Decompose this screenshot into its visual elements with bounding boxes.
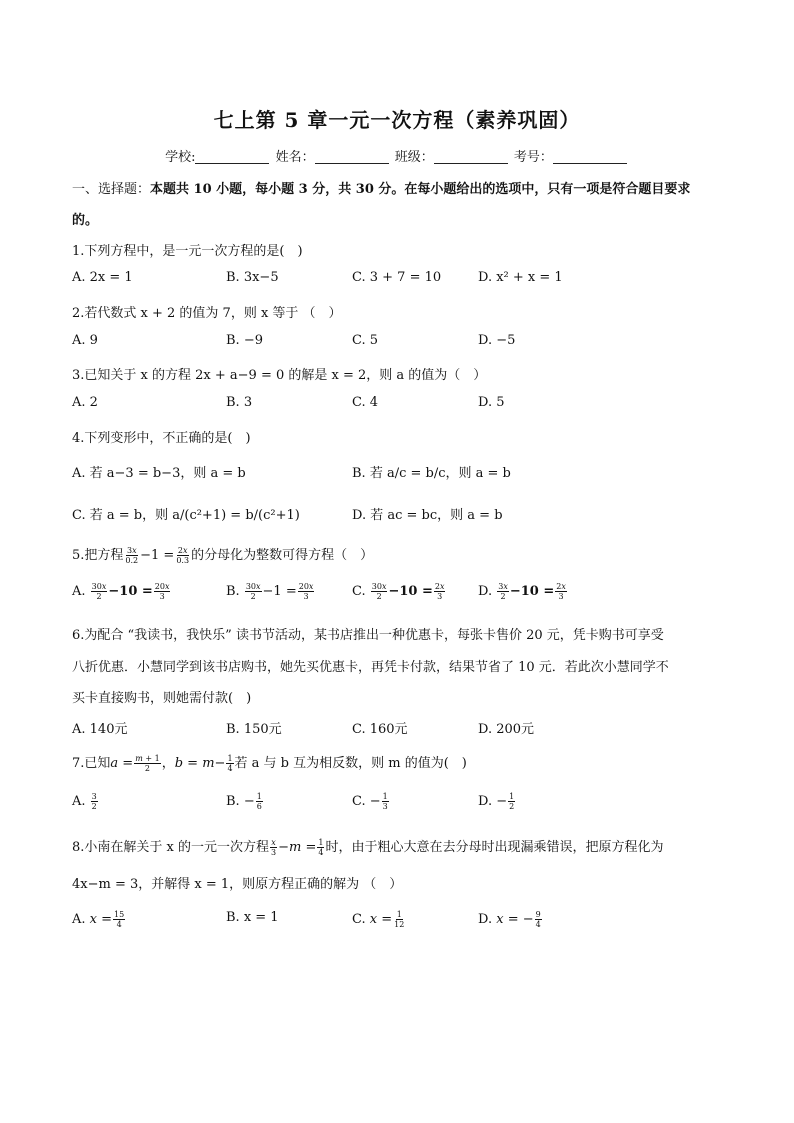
- q8-stem-suffix: 时，由于粗心大意在去分母时出现漏乘错误，把原方程化为: [325, 840, 664, 855]
- q6-option-a[interactable]: A. 140元: [72, 722, 128, 737]
- q3-option-c[interactable]: C. 4: [352, 395, 379, 410]
- school-blank[interactable]: [195, 149, 269, 164]
- q4-option-a[interactable]: A. 若 a−3 = b−3，则 a = b: [72, 466, 246, 481]
- q4-option-b[interactable]: B. 若 a/c = b/c，则 a = b: [352, 466, 511, 481]
- question-8-stem-line1: 8.小南在解关于 x 的一元一次方程 $\frac{x}{3}$ −m = $\frac{1}{4}$ 时，由于粗心大意在去分母时出现漏乘错误，把原方程化为: [72, 838, 664, 857]
- q7-option-c[interactable]: C. − $\frac{1}{3}$: [352, 792, 388, 811]
- student-info-line: [0, 146, 794, 165]
- name-blank[interactable]: [315, 149, 389, 164]
- q5-option-d[interactable]: D. $\frac{3x}{2}$ −10 = $\frac{2x}{3}$: [478, 582, 566, 601]
- section-prefix: 一、选择题：: [72, 182, 151, 197]
- school-label: 学校:: [165, 150, 196, 165]
- q2-option-c[interactable]: C. 5: [352, 333, 379, 348]
- q6-option-c[interactable]: C. 160元: [352, 722, 408, 737]
- question-8-stem-line2: 4x−m = 3，并解得 x = 1，则原方程正确的解为 （ ）: [72, 877, 403, 892]
- question-7-stem: 7.已知a = $\frac{m + 1}{2}$ ，b = m− $\frac{1}{4}$ 若 a 与 b 互为相反数，则 m 的值为( ): [72, 754, 467, 773]
- class-blank[interactable]: [434, 149, 508, 164]
- q3-option-a[interactable]: A. 2: [72, 395, 98, 410]
- q5-frac-1: $\frac{3x}{0.2}$: [125, 546, 139, 565]
- q2-option-d[interactable]: D. −5: [478, 333, 516, 348]
- question-6-stem-line2: 八折优惠．小慧同学到该书店购书，她先买优惠卡，再凭卡付款，结果节省了 10 元．若此次小慧同学不: [72, 660, 669, 675]
- section-heading: [72, 178, 690, 197]
- exam-number-blank[interactable]: [553, 149, 627, 164]
- q6-option-d[interactable]: D. 200元: [478, 722, 535, 737]
- question-4-stem: 4.下列变形中，不正确的是( ): [72, 431, 251, 446]
- q4-option-c[interactable]: C. 若 a = b，则 a/(c²+1) = b/(c²+1): [72, 508, 300, 523]
- section-desc-line1: 本题共 10 小题，每小题 3 分，共 30 分。在每小题给出的选项中，只有一项是符合题目要求: [150, 182, 691, 197]
- q8-option-c[interactable]: C. x = $\frac{1}{12}$: [352, 910, 405, 929]
- q2-option-b[interactable]: B. −9: [226, 333, 263, 348]
- q5-stem-prefix: 5.把方程: [72, 548, 124, 563]
- q1-option-a[interactable]: A. 2x = 1: [72, 270, 133, 285]
- exam-number-label: 考号：: [513, 150, 553, 165]
- q5-option-a[interactable]: A. $\frac{30x}{2}$ −10 = $\frac{20x}{3}$: [72, 582, 170, 601]
- q8-option-a[interactable]: A. x = $\frac{15}{4}$: [72, 910, 125, 929]
- q1-option-b[interactable]: B. 3x−5: [226, 270, 279, 285]
- q8-option-b[interactable]: B. x = 1: [226, 910, 279, 925]
- q7-stem-prefix: 7.已知: [72, 756, 111, 771]
- q8-option-d[interactable]: D. x = − $\frac{9}{4}$: [478, 910, 541, 929]
- q5-option-c[interactable]: C. $\frac{30x}{2}$ −10 = $\frac{2x}{3}$: [352, 582, 445, 601]
- q7-option-b[interactable]: B. − $\frac{1}{6}$: [226, 792, 262, 811]
- q3-option-d[interactable]: D. 5: [478, 395, 505, 410]
- q3-option-b[interactable]: B. 3: [226, 395, 253, 410]
- q8-stem-prefix: 8.小南在解关于 x 的一元一次方程: [72, 840, 269, 855]
- question-2-stem: 2.若代数式 x + 2 的值为 7，则 x 等于 （ ）: [72, 306, 342, 321]
- q5-frac-2: $\frac{2x}{0.3}$: [176, 546, 190, 565]
- q5-stem-suffix: 的分母化为整数可得方程（ ）: [191, 548, 374, 563]
- question-5-stem: 5.把方程 $\frac{3x}{0.2}$ −1 = $\frac{2x}{0.3}$ 的分母化为整数可得方程（ ）: [72, 546, 374, 565]
- section-heading-cont: [72, 209, 98, 228]
- q7-option-d[interactable]: D. − $\frac{1}{2}$: [478, 792, 515, 811]
- q6-option-b[interactable]: B. 150元: [226, 722, 282, 737]
- question-6-stem-line1: 6.为配合 “我读书，我快乐” 读书节活动，某书店推出一种优惠卡，每张卡售价 20 元，凭卡购书可享受: [72, 628, 664, 643]
- question-6-stem-line3: 买卡直接购书，则她需付款( ): [72, 691, 252, 706]
- question-1-stem: 1.下列方程中，是一元一次方程的是( ): [72, 244, 303, 259]
- q1-option-d[interactable]: D. x² + x = 1: [478, 270, 563, 285]
- q5-option-b[interactable]: B. $\frac{30x}{2}$ −1 = $\frac{20x}{3}$: [226, 582, 314, 601]
- q1-option-c[interactable]: C. 3 + 7 = 10: [352, 270, 442, 285]
- q2-option-a[interactable]: A. 9: [72, 333, 98, 348]
- class-label: 班级：: [394, 150, 434, 165]
- q7-stem-suffix: 若 a 与 b 互为相反数，则 m 的值为( ): [234, 756, 467, 771]
- question-3-stem: 3.已知关于 x 的方程 2x + a−9 = 0 的解是 x = 2，则 a 的值为（ ）: [72, 368, 487, 383]
- q4-option-d[interactable]: D. 若 ac = bc，则 a = b: [352, 508, 503, 523]
- name-label: 姓名：: [275, 150, 315, 165]
- section-desc-line2: 的。: [72, 213, 99, 228]
- q7-option-a[interactable]: A. $\frac{3}{2}$: [72, 792, 97, 811]
- page-title: 七上第 5 章一元一次方程（素养巩固）: [213, 108, 581, 132]
